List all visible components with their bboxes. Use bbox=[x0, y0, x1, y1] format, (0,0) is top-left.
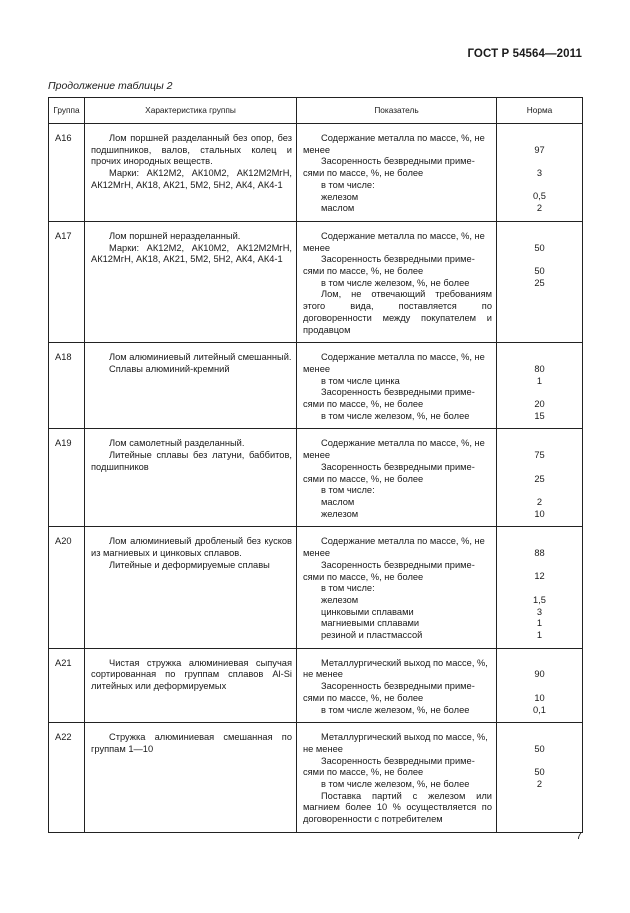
indicator-line: в том числе: bbox=[321, 583, 375, 594]
norm-value bbox=[497, 681, 582, 693]
table-row bbox=[49, 429, 583, 527]
norm-value: 25 bbox=[534, 473, 545, 484]
norm-cell bbox=[497, 527, 583, 648]
norm-cell bbox=[497, 221, 583, 342]
norm-value: 1 bbox=[536, 629, 543, 640]
indicator-line: Содержание металла по массе, %, не bbox=[321, 536, 485, 547]
norm-cell bbox=[497, 723, 583, 833]
norm-value: 12 bbox=[534, 571, 545, 582]
indicator-line: Засоренность безвредными приме- bbox=[321, 156, 475, 167]
norm-value bbox=[497, 254, 582, 266]
norm-value: 3 bbox=[536, 168, 543, 179]
norm-value: 1,5 bbox=[533, 594, 546, 605]
indicator-cell bbox=[297, 648, 497, 723]
norm-value: 50 bbox=[534, 767, 545, 778]
indicator-line: в том числе железом, %, не более bbox=[321, 704, 470, 715]
indicator-note: Поставка партий с железом или магнием более 10 % осуществляется по договоренности с потребителем bbox=[303, 790, 492, 825]
norm-value bbox=[497, 485, 582, 497]
norm-value bbox=[497, 438, 582, 450]
indicator-line: менее bbox=[303, 242, 331, 253]
indicator-line: сями по массе, %, не более bbox=[303, 692, 424, 703]
indicator-line: в том числе железом, %, не более bbox=[321, 277, 470, 288]
indicator-line: цинковыми сплавами bbox=[321, 606, 414, 617]
norm-value: 25 bbox=[534, 277, 545, 288]
norm-value: 20 bbox=[534, 399, 545, 410]
indicator-line: Содержание металла по массе, %, не bbox=[321, 230, 485, 241]
group-code-cell: А18 bbox=[49, 343, 85, 429]
indicator-line: сями по массе, %, не более bbox=[303, 399, 424, 410]
characteristic-paragraph: Стружка алюминиевая смешанная по группам 1—10 bbox=[91, 732, 292, 754]
norm-cell bbox=[497, 343, 583, 429]
indicator-line: Засоренность безвредными приме- bbox=[321, 559, 475, 570]
norm-value: 50 bbox=[534, 266, 545, 276]
group-code-cell: А20 bbox=[49, 527, 85, 648]
characteristic-paragraph: Лом поршней разделанный без опор, без подшипников, валов, стальных колец и прочих инородных веществ. bbox=[91, 133, 292, 167]
characteristic-cell bbox=[85, 527, 297, 648]
norm-value: 75 bbox=[534, 450, 545, 461]
characteristic-cell bbox=[85, 343, 297, 429]
norm-value bbox=[497, 560, 582, 572]
norm-value: 97 bbox=[534, 144, 545, 155]
page-number: 7 bbox=[576, 830, 582, 842]
indicator-line: в том числе железом, %, не более bbox=[321, 410, 470, 421]
indicator-line: не менее bbox=[303, 743, 343, 754]
norm-cell bbox=[497, 429, 583, 527]
indicator-line: сями по массе, %, не более bbox=[303, 168, 424, 179]
indicator-line: магниевыми сплавами bbox=[321, 618, 420, 629]
indicator-line: Засоренность безвредными приме- bbox=[321, 387, 475, 398]
characteristic-cell bbox=[85, 221, 297, 342]
indicator-line: Засоренность безвредными приме- bbox=[321, 681, 475, 692]
indicator-note: Лом, не отвечающий требованиям этого вида, поставляется по договоренности между покупателем и продавцом bbox=[303, 289, 492, 335]
indicator-line: Содержание металла по массе, %, не bbox=[321, 438, 485, 449]
indicator-line: в том числе цинка bbox=[321, 375, 400, 386]
characteristic-paragraph: Лом алюминиевый дробленый без кусков из магниевых и цинковых сплавов. bbox=[91, 536, 292, 559]
norm-value: 1 bbox=[536, 618, 543, 629]
table-caption: Продолжение таблицы 2 bbox=[48, 80, 173, 92]
table-body bbox=[49, 124, 583, 833]
norm-value bbox=[497, 536, 582, 548]
characteristic-paragraph: Марки: АК12М2, АК10М2, АК12М2МгН, АК12МгН, АК18, АК21, 5М2, 5Н2, АК4, АК4-1 bbox=[91, 168, 292, 190]
indicator-line: сями по массе, %, не более bbox=[303, 767, 424, 778]
norm-value bbox=[497, 133, 582, 145]
norm-value bbox=[497, 156, 582, 168]
characteristic-paragraph: Марки: АК12М2, АК10М2, АК12М2МгН, АК12МгН, АК18, АК21, 5М2, 5Н2, АК4, АК4-1 bbox=[91, 242, 292, 265]
norm-value: 0,5 bbox=[533, 191, 546, 202]
indicator-cell bbox=[297, 221, 497, 342]
characteristic-paragraph: Лом алюминиевый литейный смешанный. bbox=[109, 352, 292, 363]
norm-value: 3 bbox=[536, 606, 543, 617]
norm-value bbox=[497, 462, 582, 474]
norm-value: 10 bbox=[534, 692, 545, 703]
indicator-line: сями по массе, %, не более bbox=[303, 571, 424, 582]
indicator-line: не менее bbox=[303, 669, 343, 680]
characteristic-cell bbox=[85, 648, 297, 723]
norm-value bbox=[497, 756, 582, 768]
group-code-cell: А17 bbox=[49, 221, 85, 342]
table-row bbox=[49, 124, 583, 222]
indicator-cell bbox=[297, 124, 497, 222]
indicator-line: менее bbox=[303, 363, 331, 374]
norm-cell bbox=[497, 124, 583, 222]
indicator-line: Засоренность безвредными приме- bbox=[321, 755, 475, 766]
indicator-line: маслом bbox=[321, 203, 355, 214]
norm-value bbox=[497, 231, 582, 243]
table-row bbox=[49, 343, 583, 429]
norm-value: 50 bbox=[534, 743, 545, 754]
characteristic-cell bbox=[85, 723, 297, 833]
norm-value bbox=[497, 732, 582, 744]
norm-value: 2 bbox=[536, 203, 543, 214]
norm-value: 90 bbox=[534, 669, 545, 680]
indicator-line: Засоренность безвредными приме- bbox=[321, 461, 475, 472]
indicator-line: сями по массе, %, не более bbox=[303, 473, 424, 484]
column-header-group: Группа bbox=[49, 98, 85, 124]
norm-value bbox=[497, 352, 582, 364]
characteristic-paragraph: Чистая стружка алюминиевая сыпучая сортированная по группам сплавов Al-Si литейных или деформируемых bbox=[91, 657, 292, 692]
table-header-row bbox=[49, 98, 583, 124]
indicator-line: железом bbox=[321, 191, 359, 202]
table-row bbox=[49, 723, 583, 833]
indicator-line: менее bbox=[303, 450, 331, 461]
indicator-line: Металлургический выход по массе, %, bbox=[321, 732, 488, 743]
norm-value: 80 bbox=[534, 363, 545, 374]
characteristic-paragraph: Литейные сплавы без латуни, баббитов, подшипников bbox=[91, 450, 292, 472]
column-header-characteristic: Характеристика группы bbox=[85, 98, 297, 124]
indicator-line: маслом bbox=[321, 496, 355, 507]
norms-table bbox=[48, 97, 583, 833]
group-code-cell: А21 bbox=[49, 648, 85, 723]
norm-value bbox=[497, 387, 582, 399]
norm-value: 2 bbox=[536, 496, 543, 507]
indicator-line: Металлургический выход по массе, %, bbox=[321, 657, 488, 668]
norm-value: 0,1 bbox=[533, 704, 546, 715]
norm-value: 1 bbox=[536, 375, 543, 386]
indicator-line: железом bbox=[321, 594, 359, 605]
indicator-line: менее bbox=[303, 144, 331, 155]
characteristic-paragraph: Литейные и деформируемые сплавы bbox=[109, 559, 270, 570]
group-code-cell: А16 bbox=[49, 124, 85, 222]
norm-value bbox=[497, 583, 582, 595]
characteristic-paragraph: Сплавы алюминий-кремний bbox=[109, 363, 230, 374]
table-row bbox=[49, 221, 583, 342]
column-header-norm: Норма bbox=[497, 98, 583, 124]
indicator-line: Засоренность безвредными приме- bbox=[321, 254, 475, 265]
norm-value: 2 bbox=[536, 779, 543, 790]
table-row bbox=[49, 527, 583, 648]
characteristic-cell bbox=[85, 429, 297, 527]
document-code: ГОСТ Р 54564—2011 bbox=[467, 48, 582, 60]
indicator-line: Содержание металла по массе, %, не bbox=[321, 352, 485, 363]
indicator-line: в том числе: bbox=[321, 179, 375, 190]
indicator-cell bbox=[297, 723, 497, 833]
column-header-indicator: Показатель bbox=[297, 98, 497, 124]
indicator-line: сями по массе, %, не более bbox=[303, 266, 424, 277]
norm-value: 88 bbox=[534, 548, 545, 559]
characteristic-paragraph: Лом поршней неразделанный. bbox=[109, 230, 241, 241]
indicator-line: железом bbox=[321, 508, 359, 519]
indicator-line: в том числе: bbox=[321, 485, 375, 496]
norm-value bbox=[497, 180, 582, 192]
indicator-line: Содержание металла по массе, %, не bbox=[321, 133, 485, 143]
indicator-cell bbox=[297, 527, 497, 648]
characteristic-cell bbox=[85, 124, 297, 222]
indicator-line: в том числе железом, %, не более bbox=[321, 779, 470, 790]
characteristic-paragraph: Лом самолетный разделанный. bbox=[109, 438, 245, 449]
norm-value bbox=[497, 658, 582, 670]
indicator-cell bbox=[297, 343, 497, 429]
table-row bbox=[49, 648, 583, 723]
group-code-cell: А22 bbox=[49, 723, 85, 833]
indicator-line: менее bbox=[303, 548, 331, 559]
group-code-cell: А19 bbox=[49, 429, 85, 527]
indicator-line: резиной и пластмассой bbox=[321, 630, 423, 641]
norm-value: 50 bbox=[534, 242, 545, 253]
indicator-cell bbox=[297, 429, 497, 527]
norm-value: 15 bbox=[534, 410, 545, 421]
norm-value: 10 bbox=[534, 508, 545, 519]
norm-cell bbox=[497, 648, 583, 723]
